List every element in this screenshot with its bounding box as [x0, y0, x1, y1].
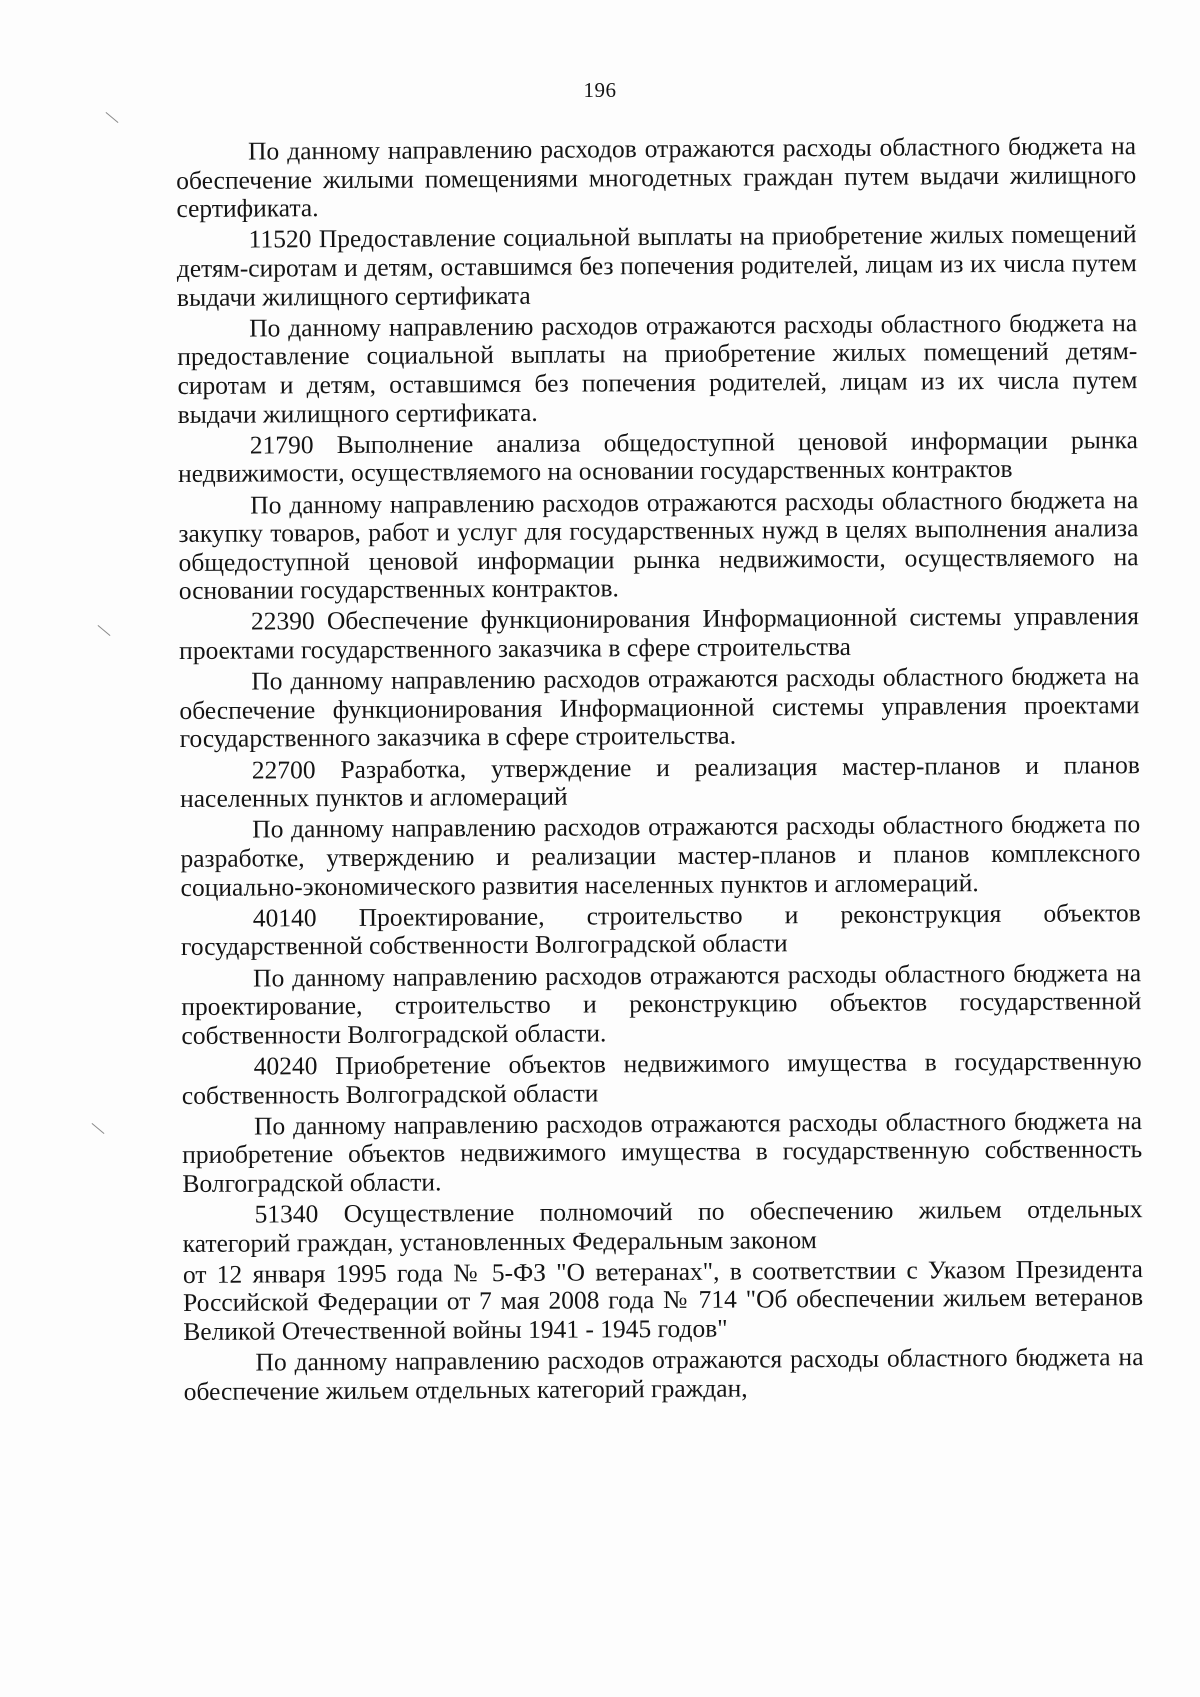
paragraph: По данному направлению расходов отражаются расходы областного бюджета на обеспечение функционирования Информационной системы управления проектами государственного заказчика в сфере строительства.: [179, 661, 1140, 754]
paragraph: По данному направлению расходов отражаются расходы областного бюджета по разработке, утверждению и реализации мастер-планов и планов комплексного социально-экономического развития населенных пунктов и агломераций.: [180, 809, 1141, 902]
paragraph: от 12 января 1995 года № 5-ФЗ "О ветеранах", в соответствии с Указом Президента Российской Федерации от 7 мая 2008 года № 714 "Об обеспечении жильем ветеранов Великой Отечественной войны 1941 - 1945 годов": [182, 1253, 1144, 1347]
paragraph: 40140 Проектирование, строительство и реконструкция объектов государственной собственности Волгоградской области: [180, 897, 1141, 962]
paragraph: По данному направлению расходов отражаются расходы областного бюджета на проектирование, строительство и реконструкцию объектов государственной собственности Волгоградской области.: [181, 957, 1142, 1050]
paragraph: 11520 Предоставление социальной выплаты на приобретение жилых помещений детям-сиротам и детям, оставшимся без попечения родителей, лицам из их числа путем выдачи жилищного сертификата: [176, 219, 1137, 312]
paragraph: По данному направлению расходов отражаются расходы областного бюджета на обеспечение жилыми помещениями многодетных граждан путем выдачи жилищного сертификата.: [176, 131, 1137, 224]
scan-mark: [92, 1123, 105, 1134]
paragraph: По данному направлению расходов отражаются расходы областного бюджета на предоставление социальной выплаты на приобретение жилых помещений детям-сиротам и детям, оставшимся без попечения родителей, лицам из их числа путем выдачи жилищного сертификата.: [177, 307, 1138, 429]
scan-mark: [98, 625, 111, 636]
paragraph: По данному направлению расходов отражаются расходы областного бюджета на приобретение объектов недвижимого имущества в государственную собственность Волгоградской области.: [182, 1105, 1143, 1198]
page-number: 196: [583, 78, 617, 102]
document-body: [176, 132, 1144, 1409]
paragraph: 21790 Выполнение анализа общедоступной ценовой информации рынка недвижимости, осуществляемого на основании государственных контрактов: [177, 424, 1138, 489]
paragraph: По данному направлению расходов отражаются расходы областного бюджета на закупку товаров, работ и услуг для государственных нужд в целях выполнения анализа общедоступной ценовой информации рынка недвижимости, осуществляемого на основании государственных контрактов.: [178, 484, 1139, 606]
paragraph: 22700 Разработка, утверждение и реализация мастер-планов и планов населенных пунктов и агломераций: [179, 749, 1140, 814]
paragraph: 22390 Обеспечение функционирования Информационной системы управления проектами государственного заказчика в сфере строительства: [179, 601, 1140, 666]
scan-mark: [106, 112, 119, 123]
paragraph: По данному направлению расходов отражаются расходы областного бюджета на обеспечение жильем отдельных категорий граждан,: [183, 1342, 1144, 1406]
paragraph: 51340 Осуществление полномочий по обеспечению жильем отдельных категорий граждан, установленных Федеральным законом: [182, 1194, 1143, 1258]
paragraph: 40240 Приобретение объектов недвижимого имущества в государственную собственность Волгоградской области: [181, 1046, 1142, 1110]
